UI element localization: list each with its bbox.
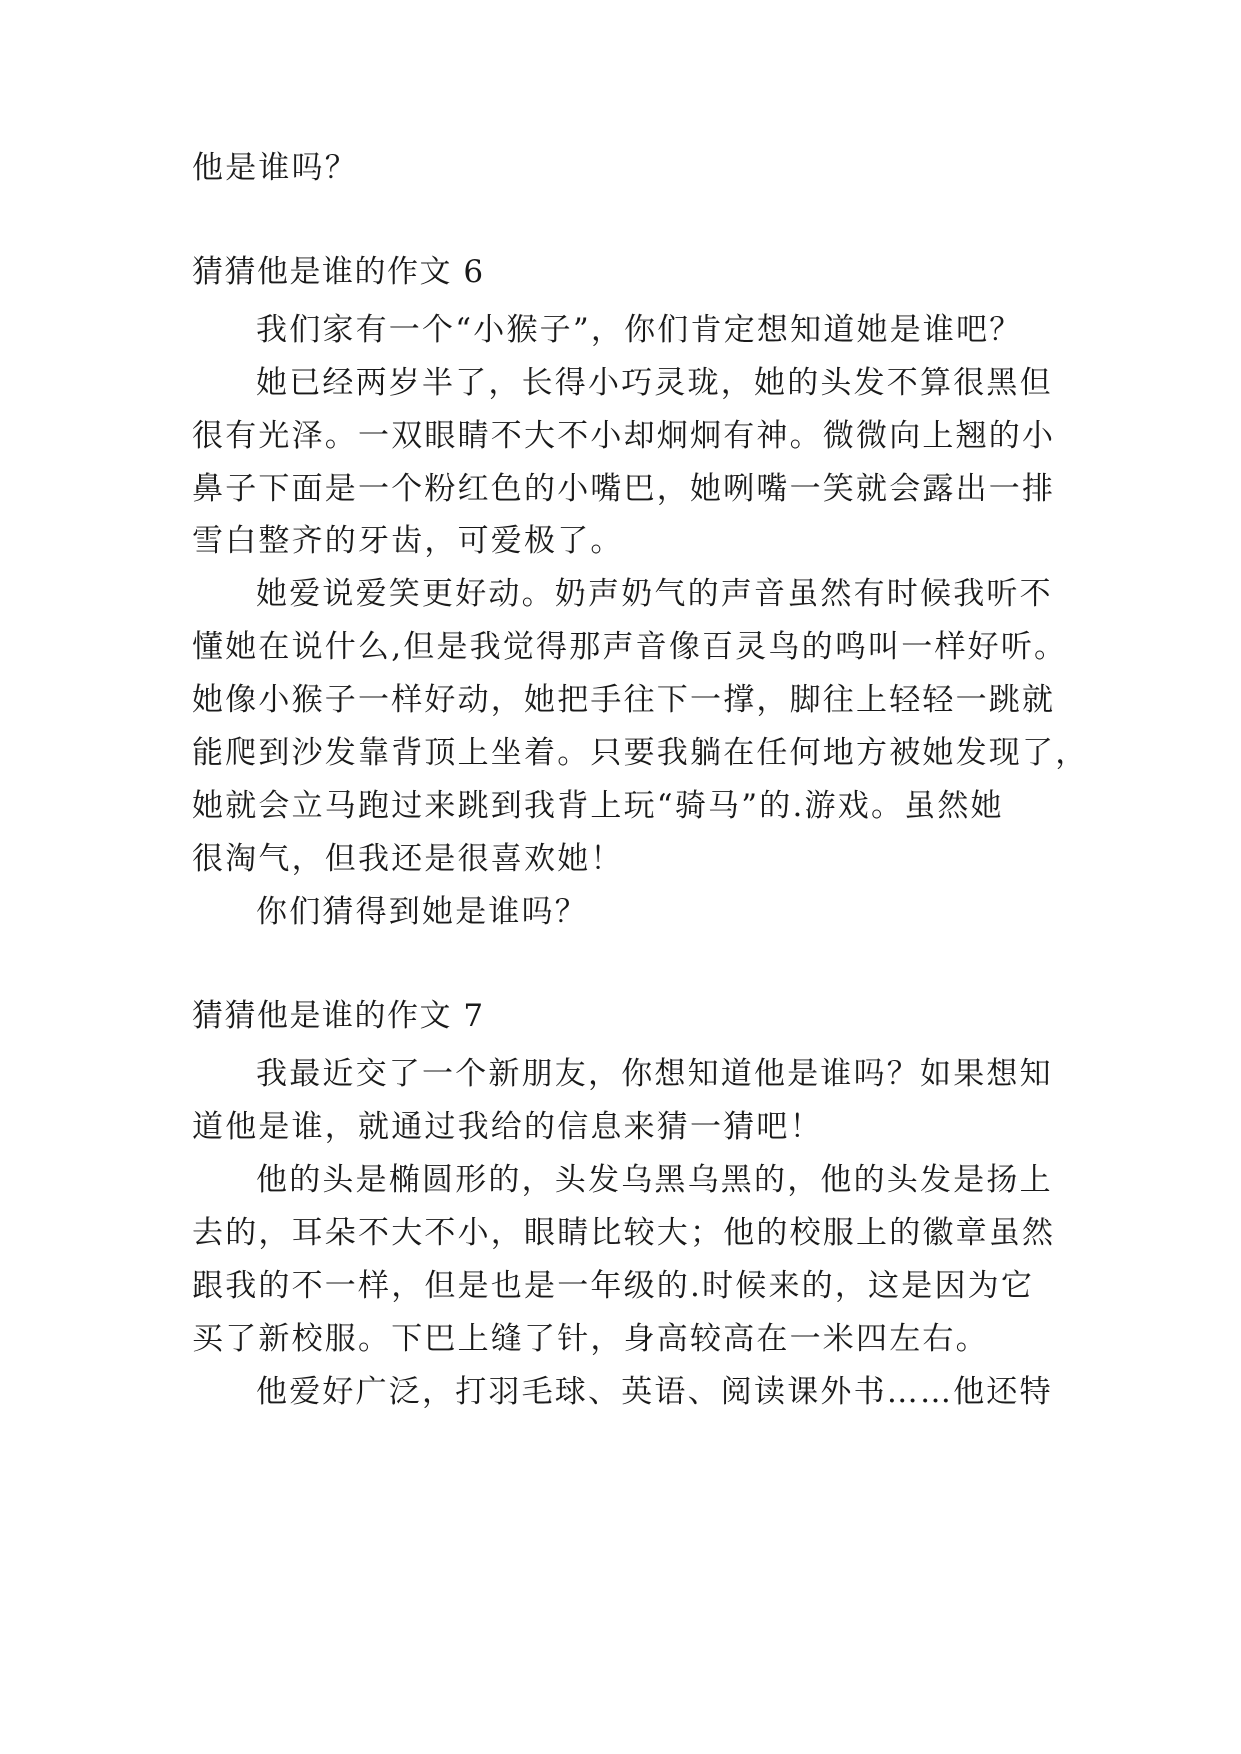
paragraph-line: 买了新校服。下巴上缝了针，身高较高在一米四左右。 xyxy=(192,1321,989,1357)
section-heading-7: 猜猜他是谁的作文 7 xyxy=(192,998,485,1034)
paragraph-line: 能爬到沙发靠背顶上坐着。只要我躺在任何地方被她发现了， xyxy=(192,735,1089,771)
paragraph-line: 我们家有一个“小猴子”，你们肯定想知道她是谁吧？ xyxy=(256,312,1023,348)
paragraph-line: 她就会立马跑过来跳到我背上玩“骑马”的.游戏。虽然她 xyxy=(192,788,1004,824)
section-heading-6: 猜猜他是谁的作文 6 xyxy=(192,254,485,290)
paragraph-line: 道他是谁，就通过我给的信息来猜一猜吧！ xyxy=(192,1109,823,1145)
paragraph-line: 你们猜得到她是谁吗？ xyxy=(256,894,588,930)
paragraph-line: 跟我的不一样，但是也是一年级的.时候来的，这是因为它 xyxy=(192,1268,1035,1304)
paragraph-line: 她爱说爱笑更好动。奶声奶气的声音虽然有时候我听不 xyxy=(256,576,1053,612)
paragraph-line: 很有光泽。一双眼睛不大不小却炯炯有神。微微向上翘的小 xyxy=(192,418,1056,454)
paragraph-line: 很淘气，但我还是很喜欢她！ xyxy=(192,841,624,877)
paragraph-line: 我最近交了一个新朋友，你想知道他是谁吗？如果想知 xyxy=(256,1056,1053,1092)
paragraph-line: 雪白整齐的牙齿，可爱极了。 xyxy=(192,523,624,559)
paragraph-line: 他是谁吗？ xyxy=(192,150,358,186)
paragraph-line: 他爱好广泛，打羽毛球、英语、阅读课外书……他还特 xyxy=(256,1374,1053,1410)
paragraph-line: 懂她在说什么,但是我觉得那声音像百灵鸟的鸣叫一样好听。 xyxy=(192,629,1068,665)
paragraph-line: 去的，耳朵不大不小，眼睛比较大；他的校服上的徽章虽然 xyxy=(192,1215,1056,1251)
paragraph-line: 他的头是椭圆形的，头发乌黑乌黑的，他的头发是扬上 xyxy=(256,1162,1053,1198)
paragraph-line: 她像小猴子一样好动，她把手往下一撑，脚往上轻轻一跳就 xyxy=(192,682,1056,718)
paragraph-line: 她已经两岁半了，长得小巧灵珑，她的头发不算很黑但 xyxy=(256,365,1053,401)
paragraph-line: 鼻子下面是一个粉红色的小嘴巴，她咧嘴一笑就会露出一排 xyxy=(192,471,1056,507)
